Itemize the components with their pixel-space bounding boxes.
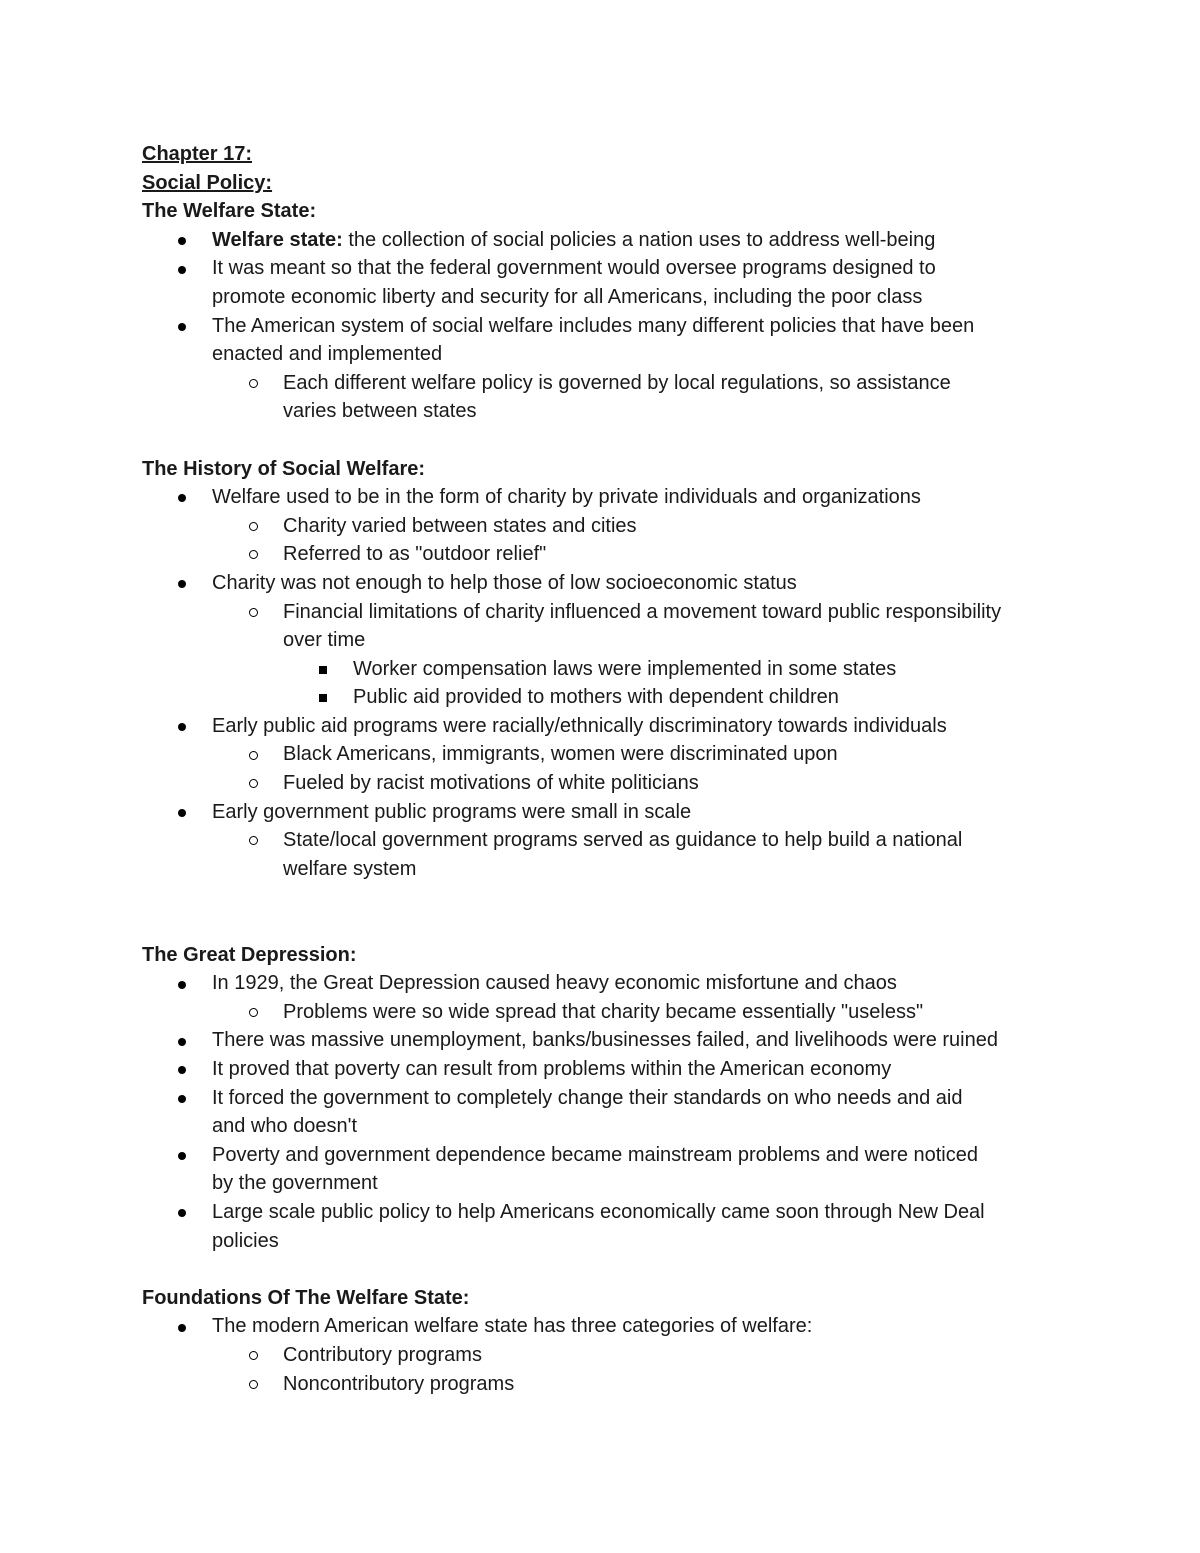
- bullet-circle-icon: [243, 1341, 263, 1370]
- list-item: [142, 712, 1102, 741]
- bullet-disc-icon: [172, 483, 192, 512]
- list-item: [142, 969, 1102, 998]
- list-item-text: Welfare used to be in the form of charity by private individuals and organizations: [212, 486, 921, 509]
- list-item: [142, 312, 1102, 341]
- list-item-text: varies between states: [283, 400, 477, 423]
- list-item-text: Each different welfare policy is governed by local regulations, so assistance: [283, 371, 951, 394]
- list-item-text: Public aid provided to mothers with dependent children: [353, 686, 839, 709]
- term-label: Welfare state:: [212, 228, 343, 251]
- list-item: [142, 1198, 1102, 1227]
- list-item-text: Early public aid programs were racially/ethnically discriminatory towards individuals: [212, 714, 947, 737]
- bullet-disc-icon: [172, 969, 192, 998]
- list-item-text: Poverty and government dependence became mainstream problems and were noticed: [212, 1143, 978, 1166]
- list-item: [142, 1341, 1102, 1370]
- list-item-text: Problems were so wide spread that charity became essentially "useless": [283, 1000, 924, 1023]
- list-item: [142, 1370, 1102, 1399]
- list-item: [142, 683, 1102, 712]
- bullet-square-icon: [313, 655, 333, 684]
- list-item: [142, 1312, 1102, 1341]
- list-item-text: The modern American welfare state has three categories of welfare:: [212, 1315, 813, 1338]
- list-item-text: In 1929, the Great Depression caused heavy economic misfortune and chaos: [212, 972, 897, 995]
- bullet-disc-icon: [172, 1084, 192, 1113]
- bullet-circle-icon: [243, 540, 263, 569]
- bullet-disc-icon: [172, 1312, 192, 1341]
- chapter-title: Chapter 17:: [142, 143, 253, 165]
- bullet-disc-icon: [172, 1198, 192, 1227]
- list-item: [142, 1141, 1102, 1170]
- list-item: [142, 1084, 1102, 1113]
- list-item: [142, 826, 1102, 855]
- list-item: [142, 369, 1102, 398]
- list-item-text: and who doesn't: [212, 1115, 358, 1138]
- bullet-disc-icon: [172, 569, 192, 598]
- list-item: [142, 655, 1102, 684]
- list-item: [142, 512, 1102, 541]
- section-heading: Foundations Of The Welfare State:: [142, 1286, 470, 1309]
- bullet-disc-icon: [172, 1055, 192, 1084]
- section-heading: The History of Social Welfare:: [142, 457, 426, 480]
- list-item: [142, 1227, 1102, 1256]
- list-item-text: policies: [212, 1229, 279, 1252]
- list-item-text: over time: [283, 629, 366, 652]
- bullet-disc-icon: [172, 254, 192, 283]
- bullet-disc-icon: [172, 1141, 192, 1170]
- blank-line: [142, 426, 1102, 455]
- list-item-text: It forced the government to completely change their standards on who needs and aid: [212, 1086, 963, 1109]
- list-item-text: Financial limitations of charity influenced a movement toward public responsibility: [283, 600, 1002, 623]
- blank-line: [142, 912, 1102, 941]
- list-item-text: There was massive unemployment, banks/businesses failed, and livelihoods were ruined: [212, 1029, 998, 1052]
- bullet-square-icon: [313, 683, 333, 712]
- list-item: [142, 226, 1102, 255]
- list-item: [142, 1112, 1102, 1141]
- bullet-circle-icon: [243, 369, 263, 398]
- list-item-text: by the government: [212, 1172, 378, 1195]
- bullet-disc-icon: [172, 1026, 192, 1055]
- list-item-text: Worker compensation laws were implemented in some states: [353, 657, 897, 680]
- list-item: [142, 569, 1102, 598]
- list-item-text: Noncontributory programs: [283, 1372, 515, 1395]
- notes-body: [142, 197, 1102, 1398]
- list-item-text: enacted and implemented: [212, 343, 443, 366]
- list-item-text: Large scale public policy to help Americans economically came soon through New Deal: [212, 1200, 985, 1223]
- list-item-text: Fueled by racist motivations of white politicians: [283, 772, 699, 795]
- list-item: [142, 598, 1102, 627]
- bullet-circle-icon: [243, 998, 263, 1027]
- list-item: [142, 540, 1102, 569]
- list-item: [142, 397, 1102, 426]
- section-heading: The Welfare State:: [142, 200, 317, 223]
- list-item-text: Contributory programs: [283, 1343, 482, 1366]
- list-item: [142, 798, 1102, 827]
- bullet-disc-icon: [172, 312, 192, 341]
- list-item-text: Early government public programs were small in scale: [212, 800, 692, 823]
- list-item: [142, 740, 1102, 769]
- list-item: [142, 1055, 1102, 1084]
- list-item-text: [142, 229, 935, 251]
- document-page: [142, 140, 1102, 1398]
- list-item-text: State/local government programs served as guidance to help build a national: [283, 829, 963, 852]
- section-heading: The Great Depression:: [142, 943, 357, 966]
- list-item: [142, 340, 1102, 369]
- subject-title: Social Policy:: [142, 171, 273, 194]
- list-item: [142, 626, 1102, 655]
- list-item-text: welfare system: [283, 857, 417, 880]
- term-definition: the collection of social policies a nation uses to address well-being: [342, 228, 936, 251]
- bullet-circle-icon: [243, 769, 263, 798]
- list-item-text: The American system of social welfare includes many different policies that have been: [212, 314, 975, 337]
- bullet-circle-icon: [243, 740, 263, 769]
- bullet-disc-icon: [172, 226, 192, 255]
- list-item: [142, 483, 1102, 512]
- bullet-circle-icon: [243, 598, 263, 627]
- list-item-text: Black Americans, immigrants, women were discriminated upon: [283, 743, 838, 766]
- bullet-disc-icon: [172, 712, 192, 741]
- list-item: [142, 998, 1102, 1027]
- list-item: [142, 283, 1102, 312]
- list-item-text: It was meant so that the federal government would oversee programs designed to: [212, 257, 936, 280]
- list-item-text: Charity was not enough to help those of low socioeconomic status: [212, 571, 797, 594]
- list-item-text: It proved that poverty can result from problems within the American economy: [212, 1058, 892, 1080]
- list-item: [142, 855, 1102, 884]
- list-item-text: Charity varied between states and cities: [283, 514, 637, 537]
- blank-line: [142, 1255, 1102, 1284]
- list-item: [142, 1026, 1102, 1055]
- blank-line: [142, 883, 1102, 912]
- bullet-circle-icon: [243, 512, 263, 541]
- list-item-text: promote economic liberty and security for all Americans, including the poor class: [212, 285, 923, 308]
- list-item: [142, 769, 1102, 798]
- list-item: [142, 1169, 1102, 1198]
- list-item: [142, 254, 1102, 283]
- list-item-text: Referred to as "outdoor relief": [283, 543, 547, 566]
- bullet-disc-icon: [172, 798, 192, 827]
- bullet-circle-icon: [243, 1370, 263, 1399]
- bullet-circle-icon: [243, 826, 263, 855]
